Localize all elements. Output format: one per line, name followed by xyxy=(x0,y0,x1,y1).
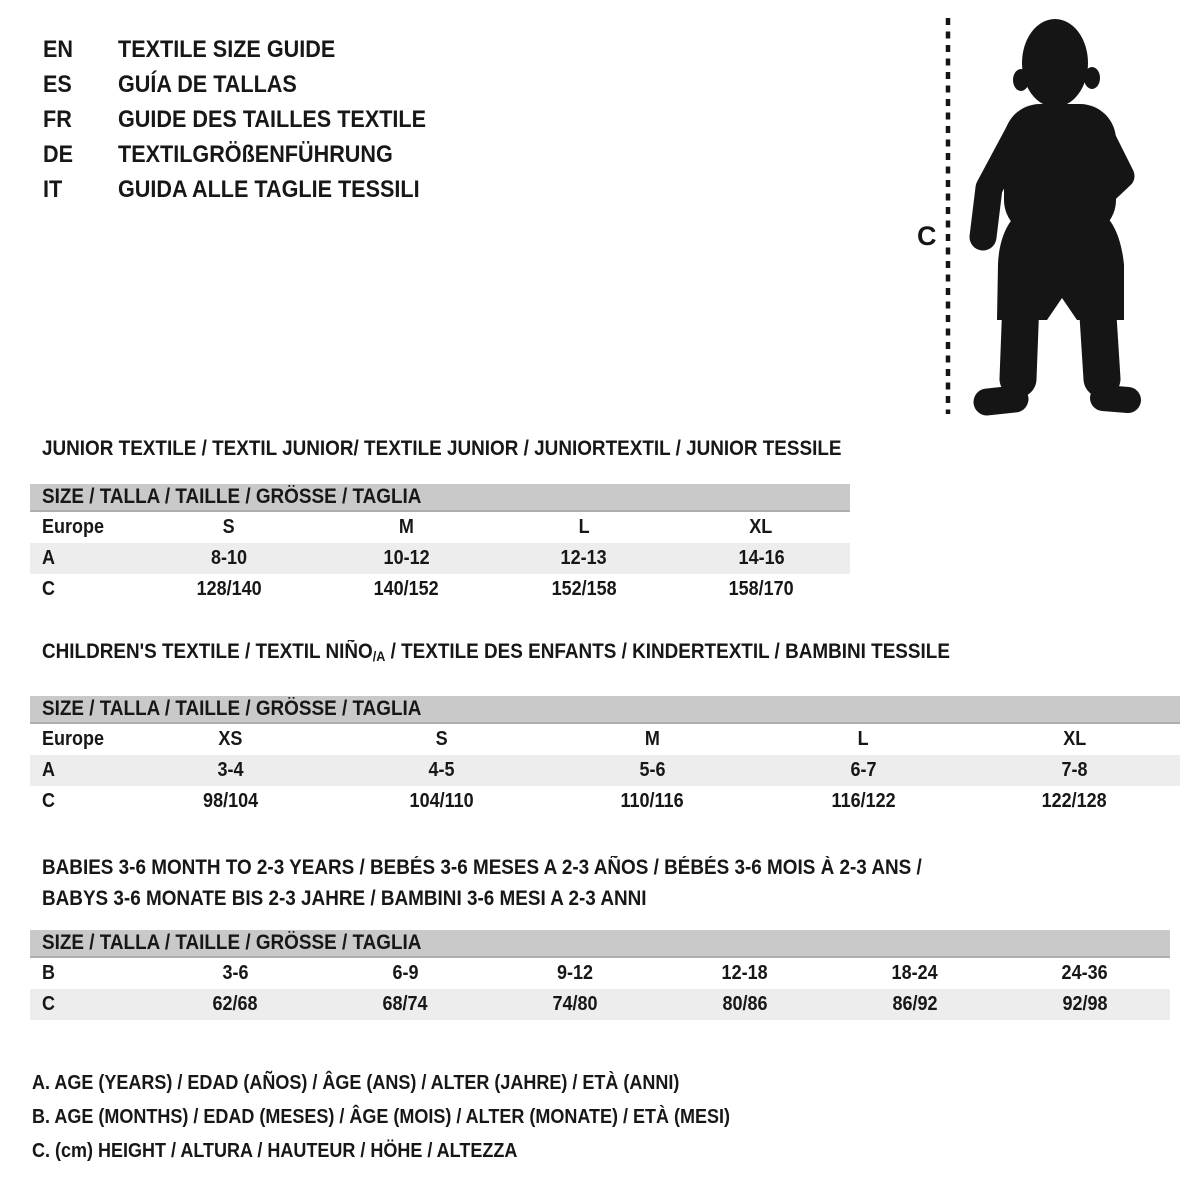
size-cell: L xyxy=(858,728,869,750)
children-textile-section xyxy=(30,640,1180,817)
size-cell: 7-8 xyxy=(1061,759,1088,781)
size-cell: 128/140 xyxy=(196,578,262,600)
size-cell: 4-5 xyxy=(428,759,455,781)
language-title: GUÍA DE TALLAS xyxy=(118,71,297,98)
size-cell: M xyxy=(644,728,660,750)
table-row xyxy=(30,786,1180,817)
size-cell: 104/110 xyxy=(409,790,474,812)
language-code: EN xyxy=(43,36,74,63)
language-code: DE xyxy=(43,141,74,168)
language-title: TEXTILGRÖßENFÜHRUNG xyxy=(118,141,393,168)
legend-line-c: C. (cm) HEIGHT / ALTURA / HAUTEUR / HÖHE / ALTEZZA xyxy=(32,1140,518,1162)
table-row xyxy=(30,512,850,543)
language-code: ES xyxy=(43,71,72,98)
size-cell: L xyxy=(578,516,590,538)
size-cell: 6-7 xyxy=(850,759,877,781)
size-cell: 12-13 xyxy=(560,547,607,569)
size-cell: 110/116 xyxy=(620,790,685,812)
table-row xyxy=(30,543,850,574)
size-cell: S xyxy=(222,516,235,538)
size-cell: 122/128 xyxy=(1041,790,1108,812)
row-label: C xyxy=(42,578,56,600)
junior-textile-section xyxy=(30,437,850,605)
babies-table-title-line2: BABYS 3-6 MONATE BIS 2-3 JAHRE / BAMBINI 3-6 MESI A 2-3 ANNI xyxy=(42,887,647,910)
size-cell: 10-12 xyxy=(383,547,430,569)
size-cell: 8-10 xyxy=(210,547,247,569)
size-cell: 80/86 xyxy=(722,993,768,1015)
list-item xyxy=(43,102,460,137)
list-item xyxy=(43,32,460,67)
size-cell: 68/74 xyxy=(382,993,428,1015)
row-label: C xyxy=(42,993,56,1015)
size-cell: 18-24 xyxy=(891,962,939,984)
table-row xyxy=(30,958,1170,989)
size-cell: 98/104 xyxy=(202,790,259,812)
size-cell: 14-16 xyxy=(738,547,785,569)
size-header-bar: SIZE / TALLA / TAILLE / GRÖSSE / TAGLIA xyxy=(30,930,1170,958)
size-cell: XS xyxy=(218,728,243,750)
language-title-list xyxy=(43,32,460,207)
size-cell: 3-6 xyxy=(221,962,249,984)
table-row xyxy=(30,574,850,605)
table-row xyxy=(30,724,1180,755)
size-cell: 6-9 xyxy=(391,962,419,984)
size-cell: S xyxy=(435,728,448,750)
babies-textile-section xyxy=(30,852,1170,1020)
size-cell: 86/92 xyxy=(892,993,938,1015)
row-label: Europe xyxy=(42,516,105,538)
nino-a-subscript: /A xyxy=(372,648,386,664)
height-measure-label: C xyxy=(917,221,937,251)
size-cell: 92/98 xyxy=(1062,993,1108,1015)
size-cell: M xyxy=(398,516,414,538)
size-cell: 140/152 xyxy=(373,578,439,600)
size-cell: 116/122 xyxy=(831,790,896,812)
table-row xyxy=(30,755,1180,786)
size-cell: 158/170 xyxy=(728,578,794,600)
table-row xyxy=(30,989,1170,1020)
language-title: GUIDE DES TAILLES TEXTILE xyxy=(118,106,427,133)
junior-table-title: JUNIOR TEXTILE / TEXTIL JUNIOR/ TEXTILE JUNIOR / JUNIORTEXTIL / JUNIOR TESSILE xyxy=(42,437,842,460)
size-cell: 152/158 xyxy=(551,578,617,600)
size-cell: 3-4 xyxy=(217,759,244,781)
row-label: A xyxy=(42,547,56,569)
baby-silhouette-icon xyxy=(888,8,1168,420)
size-cell: XL xyxy=(1062,728,1087,750)
legend-line-a: A. AGE (YEARS) / EDAD (AÑOS) / ÂGE (ANS) / ALTER (JAHRE) / ETÀ (ANNI) xyxy=(32,1072,680,1094)
row-label: C xyxy=(42,790,56,812)
row-label: A xyxy=(42,759,56,781)
row-label: Europe xyxy=(42,728,105,750)
size-cell: 12-18 xyxy=(721,962,769,984)
language-code: FR xyxy=(43,106,72,133)
language-title: TEXTILE SIZE GUIDE xyxy=(118,36,336,63)
size-header-bar: SIZE / TALLA / TAILLE / GRÖSSE / TAGLIA xyxy=(30,696,1180,724)
size-cell: 5-6 xyxy=(639,759,666,781)
language-code: IT xyxy=(43,176,63,203)
measure-legend xyxy=(32,1066,808,1168)
row-label: B xyxy=(42,962,56,984)
list-item xyxy=(43,172,460,207)
legend-line-b: B. AGE (MONTHS) / EDAD (MESES) / ÂGE (MOIS) / ALTER (MONATE) / ETÀ (MESI) xyxy=(32,1106,730,1128)
list-item xyxy=(43,67,460,102)
children-table-title: CHILDREN'S TEXTILE / TEXTIL $NIÑO_{/A}$ / TEXTILE DES ENFANTS / KINDERTEXTIL / BAMBINI TESSILE xyxy=(42,640,950,664)
size-cell: 9-12 xyxy=(556,962,594,984)
list-item xyxy=(43,137,460,172)
size-cell: XL xyxy=(749,516,773,538)
size-cell: 74/80 xyxy=(552,993,598,1015)
babies-table-title-line1: BABIES 3-6 MONTH TO 2-3 YEARS / BEBÉS 3-6 MESES A 2-3 AÑOS / BÉBÉS 3-6 MOIS À 2-3 ANS / xyxy=(42,856,922,879)
height-measure-figure xyxy=(888,8,1168,420)
size-cell: 62/68 xyxy=(212,993,258,1015)
size-cell: 24-36 xyxy=(1061,962,1109,984)
language-title: GUIDA ALLE TAGLIE TESSILI xyxy=(118,176,420,203)
size-header-bar: SIZE / TALLA / TAILLE / GRÖSSE / TAGLIA xyxy=(30,484,850,512)
